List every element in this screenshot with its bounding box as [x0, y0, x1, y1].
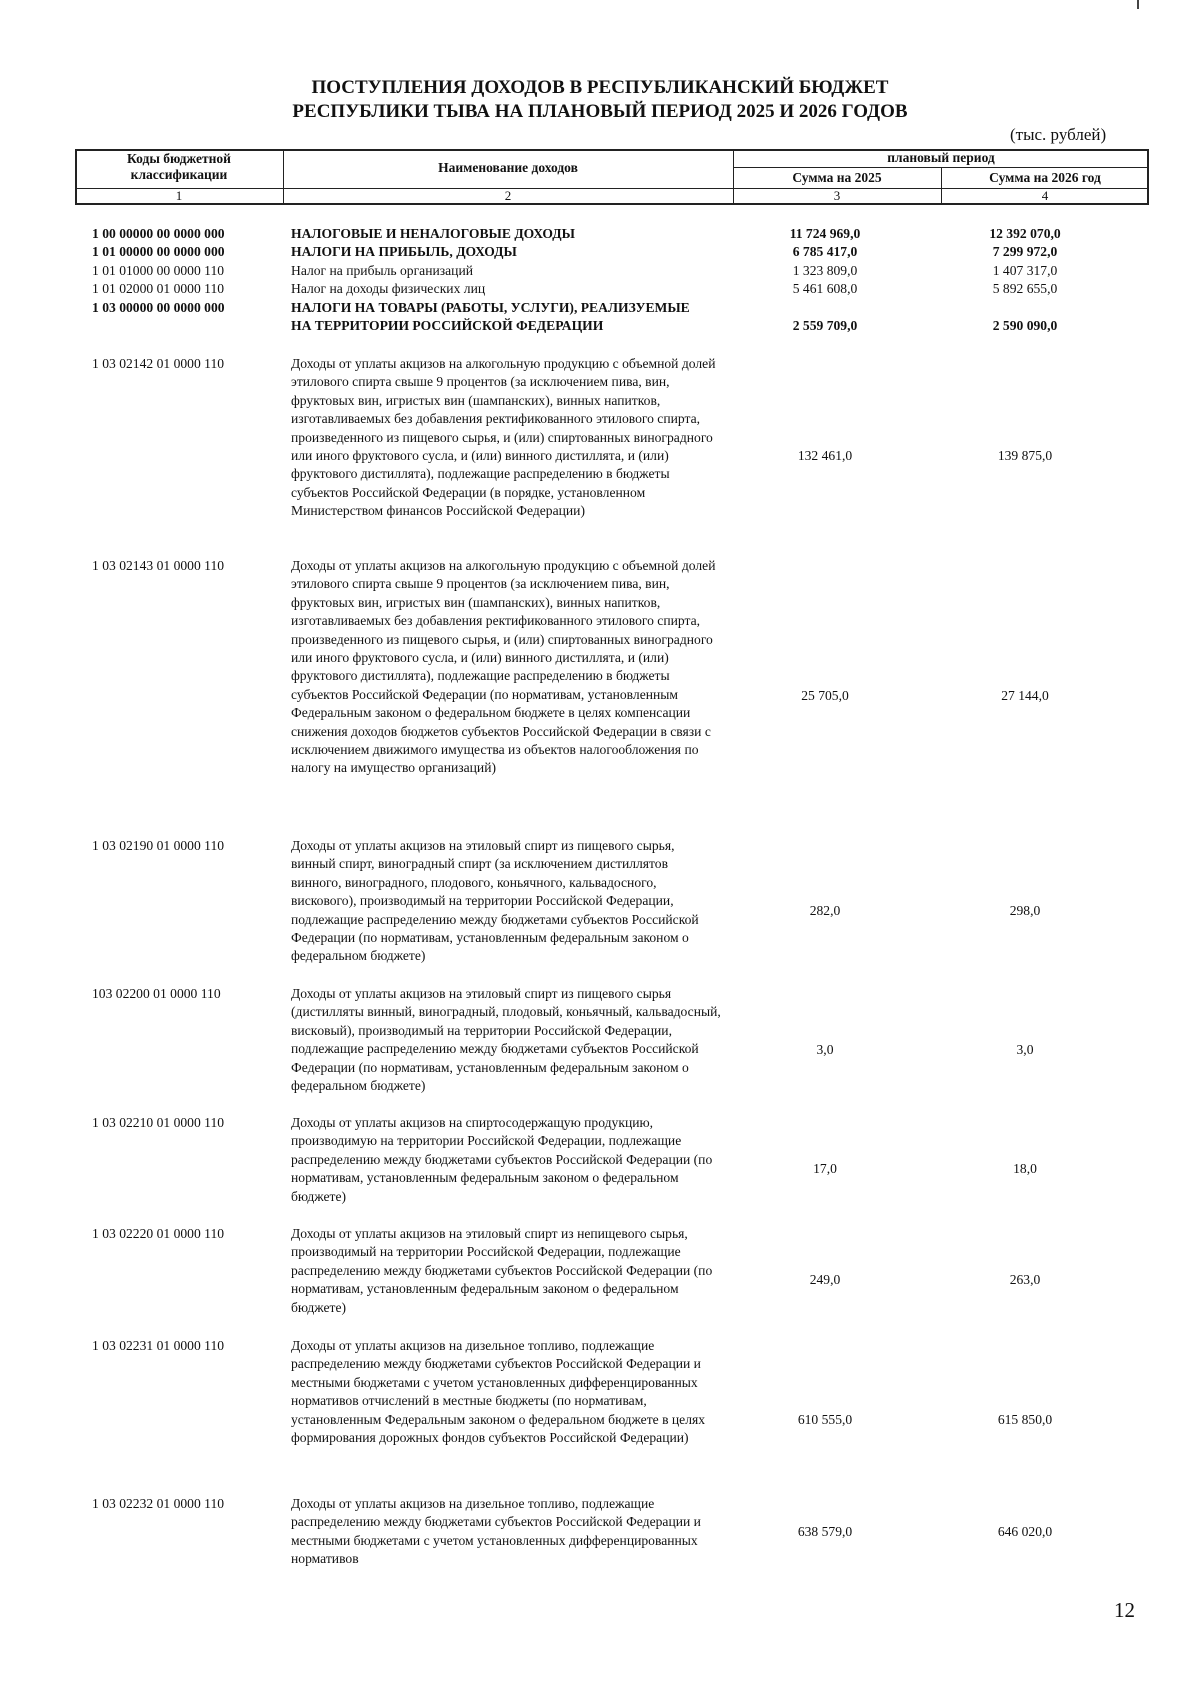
row-value-2025: 1 323 809,0: [792, 263, 858, 278]
page-number: 12: [1114, 1598, 1135, 1622]
row-value-2026: 646 020,0: [997, 1524, 1053, 1539]
row-value-2025: 610 555,0: [797, 1412, 853, 1427]
header-col-number-3: 3: [833, 188, 841, 203]
table-header: [75, 149, 1149, 205]
row-code: 1 03 02142 01 0000 110: [92, 356, 225, 371]
row-value-2026: 5 892 655,0: [992, 281, 1058, 296]
row-name: Доходы от уплаты акцизов на этиловый спирт из пищевого сырья (дистилляты винный, виноградный, плодовый, коньячный, кальвадосный, вискoвый), производимый на территории Российской Федерации, подлежащие распределению между бюджетами субъектов Российской Федерации (по нормативам, установленным федеральным законом о федеральном бюджете): [291, 986, 721, 1094]
row-name: Налог на прибыль организаций: [291, 263, 473, 278]
row-value-2025: 132 461,0: [797, 448, 853, 463]
row-code: 103 02200 01 0000 110: [92, 986, 221, 1001]
row-value-2025: 282,0: [809, 903, 841, 918]
header-codes-line1: Коды бюджетной: [127, 151, 231, 166]
row-code: 1 01 02000 01 0000 110: [92, 281, 225, 296]
header-col-number-2: 2: [504, 188, 512, 203]
row-value-2026: 18,0: [1013, 1161, 1037, 1176]
scan-corner-mark: [1137, 0, 1139, 9]
row-name: НАЛОГИ НА ПРИБЫЛЬ, ДОХОДЫ: [291, 244, 517, 259]
row-code: 1 03 02232 01 0000 110: [92, 1496, 225, 1511]
row-value-2026: 3,0: [1016, 1042, 1034, 1057]
header-codes: [75, 151, 283, 183]
units-note: (тыс. рублей): [1010, 125, 1107, 144]
row-value-2025: 2 559 709,0: [792, 318, 858, 333]
row-name: Доходы от уплаты акцизов на алкогольную продукцию с объемной долей этилового спирта свыше 9 процентов (за исключением пива, вин, фруктовых вин, игристых вин (шампанских), винных напитков, изготавливаемых без добавления ректификованного этилового спирта, произведенного из пищевого сырья, и (или) спиртованных виноградного или иного фруктового сусла, и (или) винного дистиллята, и (или) фруктового дистиллята), подлежащие распределению в бюджеты субъектов Российской Федерации (по нормативам, установленным Федеральным законом о федеральном бюджете в целях компенсации снижения доходов бюджетов субъектов Российской Федерации в связи с исключением движимого имущества из объектов налогообложения по налогу на имущество организаций): [291, 558, 716, 776]
document-title-line1: ПОСТУПЛЕНИЯ ДОХОДОВ В РЕСПУБЛИКАНСКИЙ БЮДЖЕТ: [311, 77, 889, 98]
header-sum-2025: Сумма на 2025: [792, 170, 882, 185]
row-name: Доходы от уплаты акцизов на дизельное топливо, подлежащие распределению между бюджетами субъектов Российской Федерации и местными бюджетами с учетом установленных дифференцированных нормативов отчислений в местные бюджеты (по нормативам, установленным Федеральным законом о федеральном бюджете в целях формирования дорожных фондов субъектов Российской Федерации): [291, 1338, 706, 1446]
row-name: Доходы от уплаты акцизов на этиловый спирт из непищевого сырья, производимый на территории Российской Федерации, подлежащие распределению между бюджетами субъектов Российской Федерации (по нормативам, установленным федеральным законом о федеральном бюджете): [291, 1226, 713, 1315]
row-value-2025: 5 461 608,0: [792, 281, 858, 296]
row-code: 1 03 02190 01 0000 110: [92, 838, 225, 853]
row-code: 1 03 02231 01 0000 110: [92, 1338, 225, 1353]
row-value-2025: 25 705,0: [801, 688, 849, 703]
row-code: 1 03 02220 01 0000 110: [92, 1226, 225, 1241]
row-name: Доходы от уплаты акцизов на этиловый спирт из пищевого сырья, винный спирт, виноградный спирт (за исключением дистиллятов винного, виноградного, плодового, коньячного, кальвадосного, вискового), производимый на территории Российской Федерации, подлежащие распределению между бюджетами субъектов Российской Федерации (по нормативам, установленным федеральным законом о федеральном бюджете): [291, 838, 699, 964]
row-value-2025: 11 724 969,0: [789, 226, 861, 241]
header-codes-line2: классификации: [130, 167, 228, 182]
header-col-number-4: 4: [1041, 188, 1049, 203]
row-name: НАЛОГИ НА ТОВАРЫ (РАБОТЫ, УСЛУГИ), РЕАЛИЗУЕМЫЕ НА ТЕРРИТОРИИ РОССИЙСКОЙ ФЕДЕРАЦИИ: [291, 300, 690, 334]
row-value-2026: 7 299 972,0: [992, 244, 1058, 259]
row-name: Налог на доходы физических лиц: [291, 281, 486, 296]
row-code: 1 01 01000 00 0000 110: [92, 263, 225, 278]
row-value-2026: 12 392 070,0: [989, 226, 1061, 241]
header-period: плановый период: [887, 150, 995, 165]
document-title-line2: РЕСПУБЛИКИ ТЫВА НА ПЛАНОВЫЙ ПЕРИОД 2025 И 2026 ГОДОВ: [292, 101, 908, 122]
row-value-2026: 263,0: [1009, 1272, 1041, 1287]
row-value-2026: 139 875,0: [997, 448, 1053, 463]
row-value-2026: 27 144,0: [1001, 688, 1049, 703]
row-value-2025: 6 785 417,0: [792, 244, 858, 259]
row-value-2025: 249,0: [809, 1272, 841, 1287]
row-value-2026: 298,0: [1009, 903, 1041, 918]
row-code: 1 03 02210 01 0000 110: [92, 1115, 225, 1130]
row-value-2025: 638 579,0: [797, 1524, 853, 1539]
row-code: 1 01 00000 00 0000 000: [92, 244, 225, 259]
row-name: НАЛОГОВЫЕ И НЕНАЛОГОВЫЕ ДОХОДЫ: [291, 226, 575, 241]
row-name: Доходы от уплаты акцизов на алкогольную продукцию с объемной долей этилового спирта свыше 9 процентов (за исключением пива, вин, фруктовых вин, игристых вин (шампанских), винных напитков, изготавливаемых без добавления ректификованного этилового спирта, произведенного из пищевого сырья, и (или) спиртованных виноградного или иного фруктового сусла, и (или) винного дистиллята, и (или) фруктового дистиллята), подлежащие распределению в бюджеты субъектов Российской Федерации (в порядке, установленном Министерством финансов Российской Федерации): [291, 356, 716, 519]
row-name: Доходы от уплаты акцизов на спиртосодержащую продукцию, производимую на территории Российской Федерации, подлежащие распределению между бюджетами субъектов Российской Федерации (по нормативам, установленным федеральным законом о федеральном бюджете): [291, 1115, 713, 1204]
row-value-2025: 3,0: [816, 1042, 834, 1057]
header-col-number-1: 1: [175, 188, 183, 203]
row-value-2026: 615 850,0: [997, 1412, 1053, 1427]
row-value-2026: 1 407 317,0: [992, 263, 1058, 278]
row-code: 1 03 00000 00 0000 000: [92, 300, 225, 315]
row-code: 1 00 00000 00 0000 000: [92, 226, 225, 241]
row-value-2026: 2 590 090,0: [992, 318, 1058, 333]
row-code: 1 03 02143 01 0000 110: [92, 558, 225, 573]
row-name: Доходы от уплаты акцизов на дизельное топливо, подлежащие распределению между бюджетами субъектов Российской Федерации и местными бюджетами с учетом установленных дифференцированных нормативов: [291, 1496, 701, 1567]
header-name: Наименование доходов: [438, 160, 578, 175]
header-sum-2026: Сумма на 2026 год: [989, 170, 1101, 185]
row-value-2025: 17,0: [813, 1161, 837, 1176]
